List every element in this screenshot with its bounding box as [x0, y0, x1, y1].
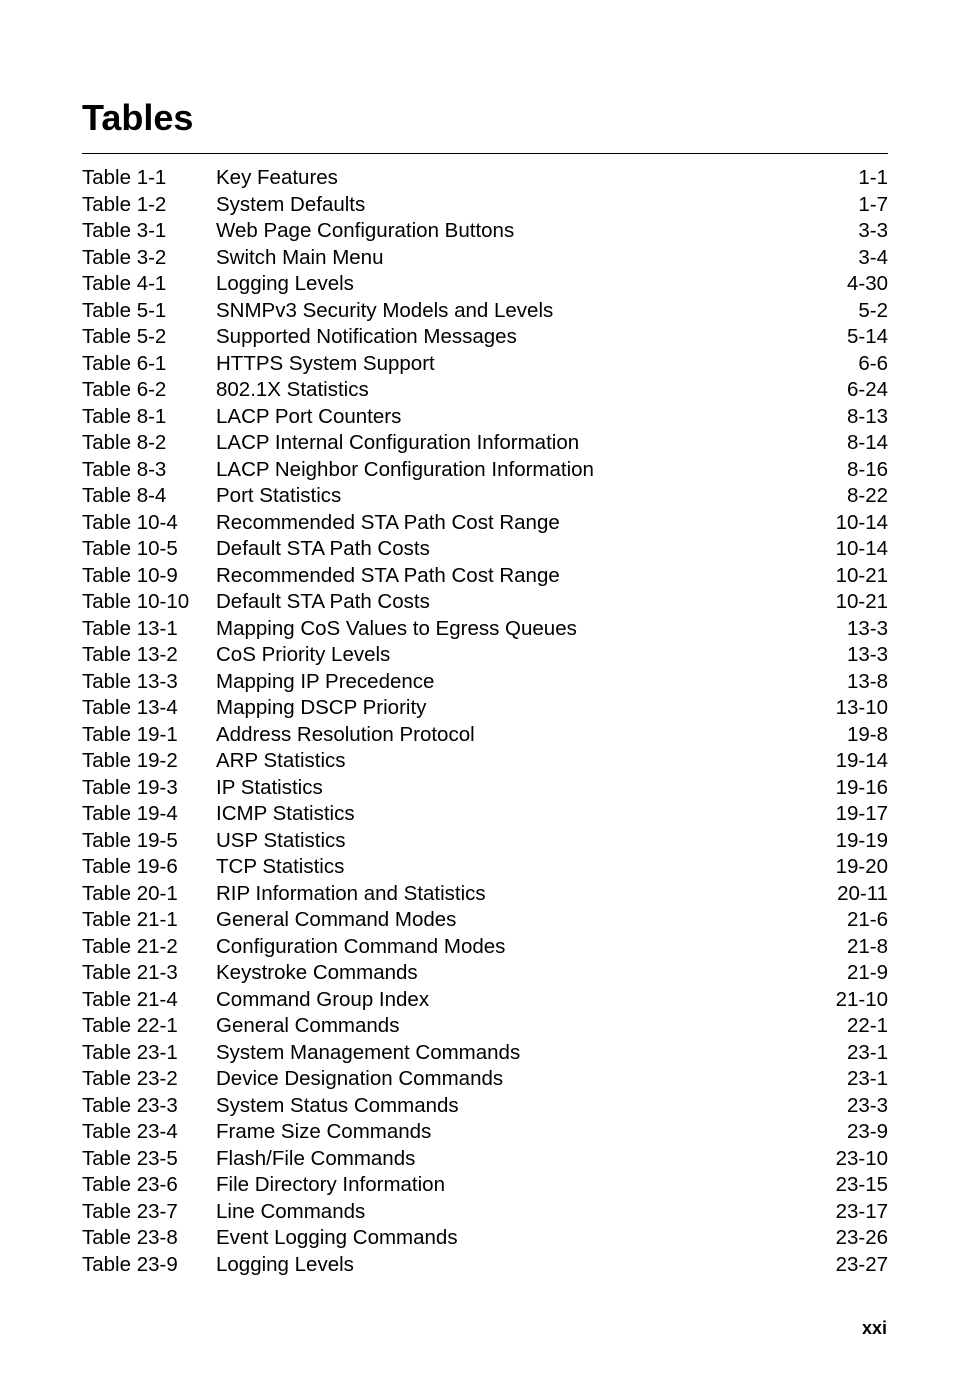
page-reference: 19-16 [835, 775, 888, 799]
table-number: Table 23-2 [82, 1067, 178, 1090]
list-item[interactable] [82, 775, 888, 802]
table-number: Table 23-5 [82, 1146, 178, 1170]
table-title: LACP Port Counters [216, 404, 402, 428]
table-title: System Defaults [216, 192, 366, 216]
page-reference: 13-10 [835, 696, 888, 719]
page-reference: 6-6 [858, 351, 888, 375]
page-reference: 23-27 [835, 1252, 888, 1276]
table-title: Default STA Path Costs [216, 537, 430, 560]
page-reference: 1-7 [858, 192, 888, 216]
table-title: Supported Notification Messages [216, 325, 517, 348]
table-number: Table 20-1 [82, 881, 178, 905]
list-item[interactable] [82, 1066, 888, 1093]
list-item[interactable] [82, 1093, 888, 1120]
list-item[interactable] [82, 934, 888, 961]
page-reference: 5-2 [858, 298, 888, 322]
table-number: Table 22-1 [82, 1014, 178, 1037]
page-reference: 23-26 [835, 1226, 888, 1249]
list-item[interactable] [82, 1199, 888, 1226]
table-number: Table 23-6 [82, 1173, 178, 1196]
list-item[interactable] [82, 1013, 888, 1040]
table-number: Table 23-3 [82, 1093, 178, 1117]
table-title: IP Statistics [216, 775, 323, 799]
table-number: Table 21-3 [82, 961, 178, 984]
table-title: Logging Levels [216, 1252, 354, 1276]
table-title: Mapping DSCP Priority [216, 696, 427, 719]
page-reference: 10-14 [835, 537, 888, 560]
page-reference: 19-8 [846, 722, 888, 746]
table-title: Command Group Index [216, 987, 430, 1011]
table-title: Recommended STA Path Cost Range [216, 563, 560, 587]
table-title: System Status Commands [216, 1093, 459, 1117]
table-title: LACP Internal Configuration Information [216, 431, 580, 454]
table-title: General Commands [216, 1014, 400, 1037]
list-item[interactable] [82, 589, 888, 616]
list-item[interactable] [82, 510, 888, 537]
page-reference: 8-22 [846, 484, 888, 507]
table-title: RIP Information and Statistics [216, 881, 486, 905]
table-title: Device Designation Commands [216, 1067, 504, 1090]
table-number: Table 4-1 [82, 272, 167, 295]
list-item[interactable] [82, 404, 888, 431]
table-number: Table 19-2 [82, 749, 178, 772]
list-item[interactable] [82, 483, 888, 510]
page-reference: 3-4 [858, 245, 888, 269]
page-reference: 23-1 [846, 1040, 888, 1064]
table-title: Logging Levels [216, 272, 354, 295]
page-number: xxi [861, 1318, 887, 1338]
table-number: Table 13-4 [82, 696, 178, 719]
page-reference: 21-9 [846, 961, 888, 984]
page-reference: 10-21 [835, 590, 888, 613]
page-reference: 22-1 [846, 1014, 888, 1037]
table-number: Table 19-1 [82, 722, 178, 746]
page-reference: 6-24 [846, 378, 888, 401]
list-item[interactable] [82, 695, 888, 722]
list-item[interactable] [82, 351, 888, 378]
list-item[interactable] [82, 271, 888, 298]
table-title: File Directory Information [216, 1173, 445, 1196]
list-item[interactable] [82, 563, 888, 590]
table-number: Table 19-5 [82, 828, 178, 852]
table-title: System Management Commands [216, 1040, 521, 1064]
table-number: Table 21-2 [82, 934, 178, 958]
title-divider [82, 153, 888, 154]
page-reference: 21-10 [835, 987, 888, 1011]
list-item[interactable] [82, 245, 888, 272]
table-title: Default STA Path Costs [216, 590, 430, 613]
table-title: Configuration Command Modes [216, 934, 506, 958]
page-reference: 3-3 [858, 219, 888, 242]
page-reference: 5-14 [846, 325, 888, 348]
list-item[interactable] [82, 987, 888, 1014]
page-reference: 8-13 [846, 404, 888, 428]
list-item[interactable] [82, 801, 888, 828]
table-number: Table 3-2 [82, 245, 167, 269]
table-number: Table 21-4 [82, 987, 178, 1011]
table-number: Table 8-4 [82, 484, 167, 507]
table-title: SNMPv3 Security Models and Levels [216, 298, 554, 322]
table-title: General Command Modes [216, 908, 457, 931]
list-item[interactable] [82, 1225, 888, 1252]
page-reference: 19-19 [835, 828, 888, 852]
page-reference: 19-17 [835, 802, 888, 825]
table-title: Port Statistics [216, 484, 342, 507]
table-title: Switch Main Menu [216, 245, 384, 269]
page-reference: 21-8 [846, 934, 888, 958]
page-reference: 23-9 [846, 1120, 888, 1143]
page-reference: 13-3 [846, 643, 888, 666]
table-number: Table 21-1 [82, 908, 178, 931]
table-number: Table 10-4 [82, 510, 178, 534]
list-item[interactable] [82, 192, 888, 219]
table-title: HTTPS System Support [216, 351, 435, 375]
page-reference: 23-17 [835, 1199, 888, 1223]
table-number: Table 5-1 [82, 298, 167, 322]
list-item[interactable] [82, 960, 888, 987]
table-title: ARP Statistics [216, 749, 346, 772]
list-item[interactable] [82, 642, 888, 669]
list-item[interactable] [82, 377, 888, 404]
table-number: Table 23-1 [82, 1040, 178, 1064]
table-title: Event Logging Commands [216, 1226, 458, 1249]
list-item[interactable] [82, 1040, 888, 1067]
list-item[interactable] [82, 165, 888, 192]
table-title: Flash/File Commands [216, 1146, 416, 1170]
list-item[interactable] [82, 722, 888, 749]
table-number: Table 13-2 [82, 643, 178, 666]
page-reference: 10-21 [835, 563, 888, 587]
table-number: Table 19-4 [82, 802, 178, 825]
table-title: Address Resolution Protocol [216, 722, 475, 746]
table-number: Table 1-1 [82, 166, 167, 189]
page-reference: 8-16 [846, 457, 888, 481]
page-reference: 10-14 [835, 510, 888, 534]
table-title: LACP Neighbor Configuration Information [216, 457, 594, 481]
table-title: Web Page Configuration Buttons [216, 219, 515, 242]
table-number: Table 19-3 [82, 775, 178, 799]
list-item[interactable] [82, 828, 888, 855]
table-number: Table 1-2 [82, 192, 167, 216]
list-item[interactable] [82, 430, 888, 457]
table-number: Table 23-7 [82, 1199, 178, 1223]
table-title: USP Statistics [216, 828, 346, 852]
page-reference: 19-20 [835, 855, 888, 878]
table-number: Table 23-8 [82, 1226, 178, 1249]
page-reference: 23-1 [846, 1067, 888, 1090]
list-item[interactable] [82, 457, 888, 484]
table-number: Table 10-5 [82, 537, 178, 560]
table-number: Table 13-1 [82, 616, 178, 640]
list-item[interactable] [82, 854, 888, 881]
table-number: Table 6-1 [82, 351, 167, 375]
table-number: Table 19-6 [82, 855, 178, 878]
list-item[interactable] [82, 298, 888, 325]
list-item[interactable] [82, 218, 888, 245]
page-reference: 19-14 [835, 749, 888, 772]
table-title: Line Commands [216, 1199, 366, 1223]
table-title: Frame Size Commands [216, 1120, 432, 1143]
table-number: Table 10-9 [82, 563, 178, 587]
list-item[interactable] [82, 536, 888, 563]
list-item[interactable] [82, 669, 888, 696]
table-title: Keystroke Commands [216, 961, 418, 984]
page-reference: 8-14 [846, 431, 888, 454]
list-item[interactable] [82, 1172, 888, 1199]
page-reference: 1-1 [858, 166, 888, 189]
table-title: 802.1X Statistics [216, 378, 369, 401]
page-reference: 13-8 [846, 669, 888, 693]
page-title: Tables [82, 97, 194, 138]
table-title: Recommended STA Path Cost Range [216, 510, 560, 534]
page-reference: 13-3 [846, 616, 888, 640]
list-item[interactable] [82, 881, 888, 908]
list-item[interactable] [82, 1119, 888, 1146]
table-list [82, 165, 888, 1278]
table-title: CoS Priority Levels [216, 643, 391, 666]
page-reference: 23-10 [835, 1146, 888, 1170]
list-item[interactable] [82, 748, 888, 775]
table-title: Mapping IP Precedence [216, 669, 435, 693]
table-number: Table 8-2 [82, 431, 167, 454]
list-item[interactable] [82, 324, 888, 351]
page-reference: 4-30 [846, 272, 888, 295]
table-title: TCP Statistics [216, 855, 345, 878]
table-number: Table 3-1 [82, 219, 167, 242]
list-item[interactable] [82, 1252, 888, 1279]
table-title: ICMP Statistics [216, 802, 355, 825]
table-number: Table 6-2 [82, 378, 167, 401]
page-reference: 20-11 [837, 881, 888, 905]
page-reference: 23-3 [846, 1093, 888, 1117]
list-item[interactable] [82, 616, 888, 643]
table-number: Table 10-10 [82, 590, 190, 613]
table-number: Table 5-2 [82, 325, 167, 348]
page-reference: 23-15 [835, 1173, 888, 1196]
table-number: Table 8-3 [82, 457, 167, 481]
table-number: Table 23-4 [82, 1120, 178, 1143]
list-item[interactable] [82, 907, 888, 934]
page-reference: 21-6 [846, 908, 888, 931]
table-title: Mapping CoS Values to Egress Queues [216, 616, 577, 640]
list-item[interactable] [82, 1146, 888, 1173]
table-number: Table 13-3 [82, 669, 178, 693]
table-title: Key Features [216, 166, 338, 189]
table-number: Table 8-1 [82, 404, 167, 428]
table-number: Table 23-9 [82, 1252, 178, 1276]
